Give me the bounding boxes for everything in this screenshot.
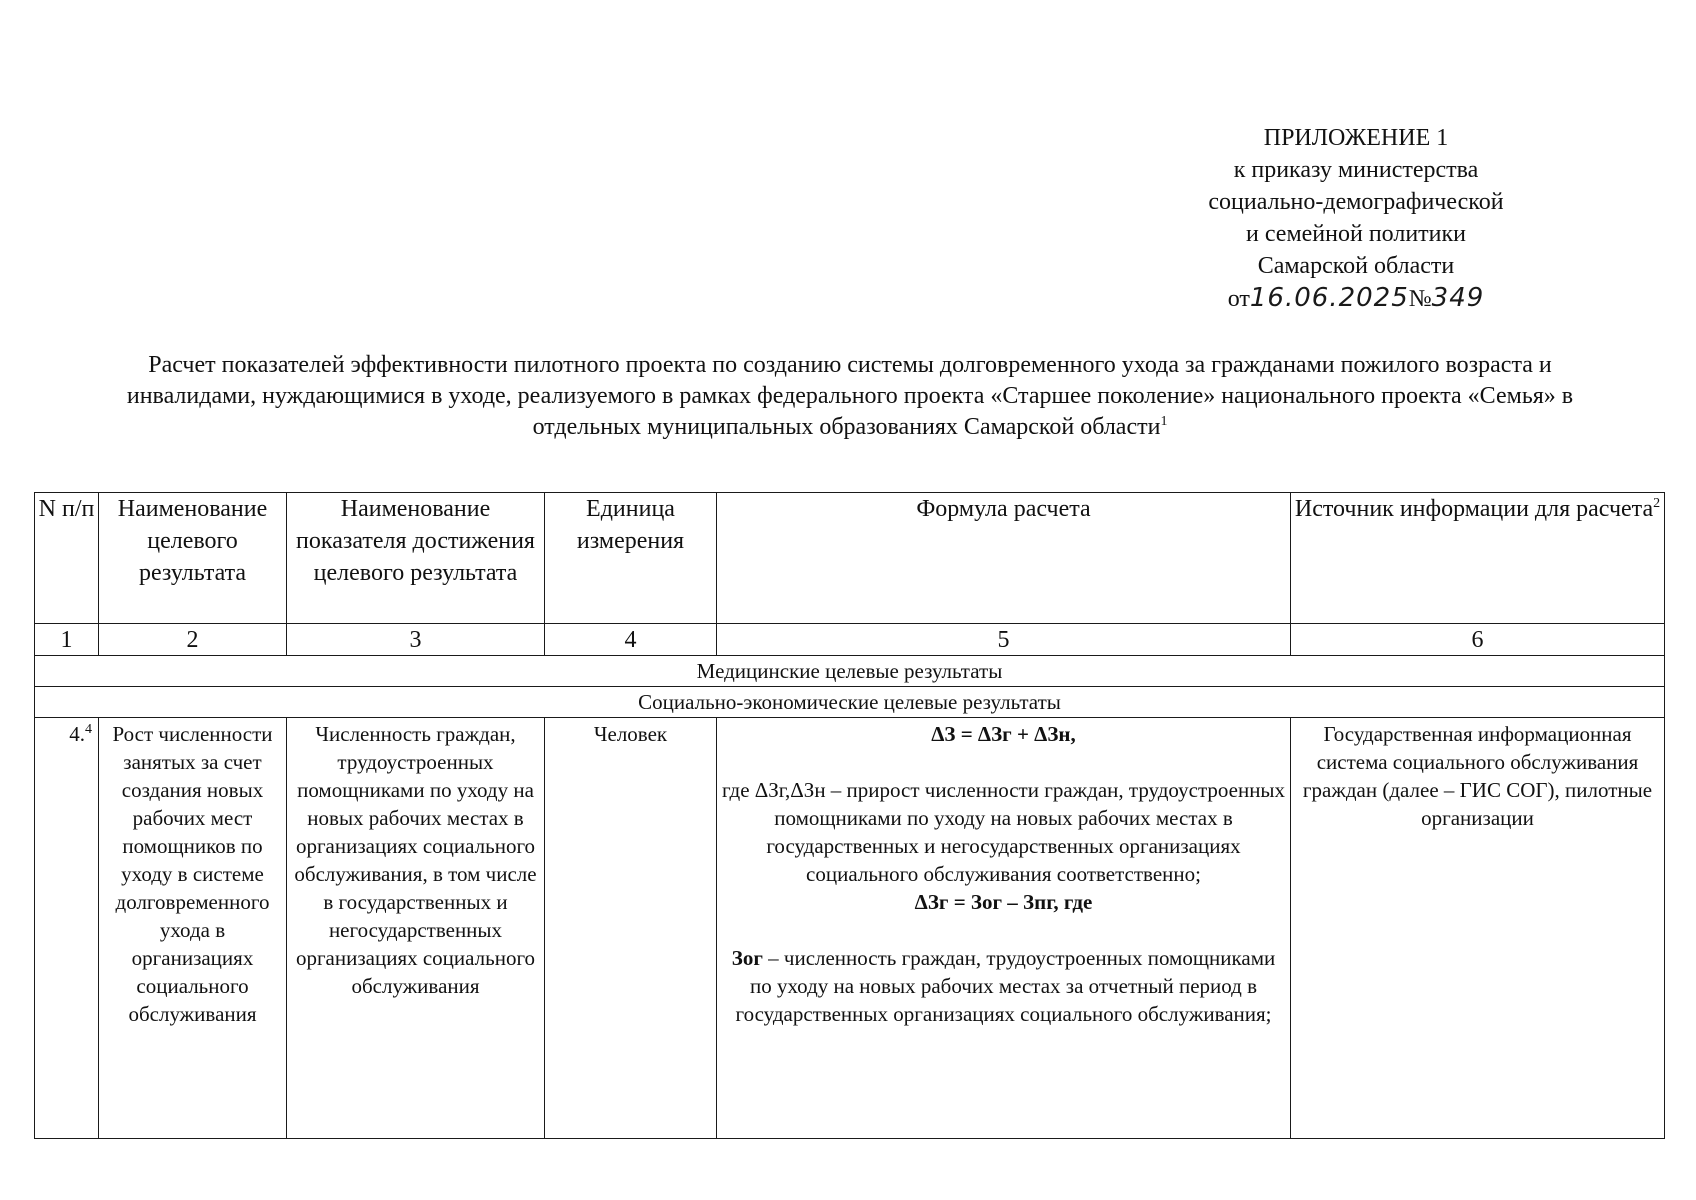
formula-cell (717, 718, 1291, 1139)
document-title (100, 350, 1600, 443)
indicators-table (34, 492, 1665, 1139)
header-target-result: Наименование целевого результата (99, 493, 287, 624)
header-indicator: Наименование показателя достижения целевого результата (287, 493, 545, 624)
order-number-label: № (1408, 286, 1432, 312)
header-number: N п/п (35, 493, 99, 624)
appendix-title: ПРИЛОЖЕНИЕ 1 (1263, 125, 1449, 151)
formula-main: ΔЗ = ΔЗг + ΔЗн, (931, 722, 1076, 746)
appendix-header (1156, 122, 1556, 315)
column-number: 5 (717, 624, 1291, 656)
document-title-text: Расчет показателей эффективности пилотного проекта по созданию системы долговременного ухода за гражданами пожилого возраста и инвалидами, нуждающимися в уходе, реализуемого в рамках федерального проекта «Старшее поколение» национального проекта «Семья» в отдельных муниципальных образованиях Самарской области (126, 352, 1574, 440)
footnote-marker: 1 (1160, 414, 1168, 429)
header-formula: Формула расчета (717, 493, 1291, 624)
formula-definition (719, 944, 1288, 1028)
column-number: 1 (35, 624, 99, 656)
column-number: 4 (545, 624, 717, 656)
header-unit: Единица измерения (545, 493, 717, 624)
indicator-cell: Численность граждан, трудоустроенных помощниками по уходу на новых рабочих местах в организациях социального обслуживания, в том числе в государственных и негосударственных организациях социального обслуживания (287, 718, 545, 1139)
source-cell: Государственная информационная система социального обслуживания граждан (далее – ГИС СОГ), пилотные организации (1291, 718, 1665, 1139)
formula-spacer (719, 916, 1288, 944)
table-row (35, 718, 1665, 1139)
target-result-cell: Рост численности занятых за счет создания новых рабочих мест помощников по уходу в системе долговременного ухода в организациях социального обслуживания (99, 718, 287, 1139)
order-number-handwritten: 349 (1431, 283, 1485, 313)
formula-term: Зог (731, 946, 763, 970)
formula-term-text: – численность граждан, трудоустроенных помощниками по уходу на новых рабочих местах за отчетный период в государственных организациях социального обслуживания; (735, 946, 1276, 1026)
footnote-marker: 4 (85, 722, 92, 737)
order-reference (1156, 282, 1556, 315)
appendix-line: социально-демографической (1208, 189, 1504, 215)
column-number: 2 (99, 624, 287, 656)
order-date-handwritten: 16.06.2025 (1249, 283, 1409, 313)
formula-where: где ΔЗг,ΔЗн – прирост численности граждан, трудоустроенных помощниками по уходу на новых рабочих местах в государственных и негосударственных организациях социального обслуживания соответственно; (721, 778, 1286, 886)
table-header-row (35, 493, 1665, 624)
formula-equation-2: ΔЗг = Зог – Зпг, где (914, 890, 1093, 914)
footnote-marker: 2 (1653, 496, 1661, 511)
header-source-text: Источник информации для расчета (1294, 496, 1654, 522)
appendix-line: и семейной политики (1246, 221, 1466, 247)
row-number-text: 4. (69, 722, 85, 746)
row-number (35, 718, 99, 1139)
column-number: 3 (287, 624, 545, 656)
section-medical: Медицинские целевые результаты (35, 656, 1665, 687)
appendix-line: к приказу министерства (1233, 157, 1479, 183)
column-number-row (35, 624, 1665, 656)
unit-cell: Человек (545, 718, 717, 1139)
formula-spacer (719, 748, 1288, 776)
order-prefix: от (1227, 286, 1250, 312)
column-number: 6 (1291, 624, 1665, 656)
section-row (35, 687, 1665, 718)
section-row (35, 656, 1665, 687)
section-social-economic: Социально-экономические целевые результаты (35, 687, 1665, 718)
appendix-line: Самарской области (1257, 253, 1455, 279)
header-source (1291, 493, 1665, 624)
